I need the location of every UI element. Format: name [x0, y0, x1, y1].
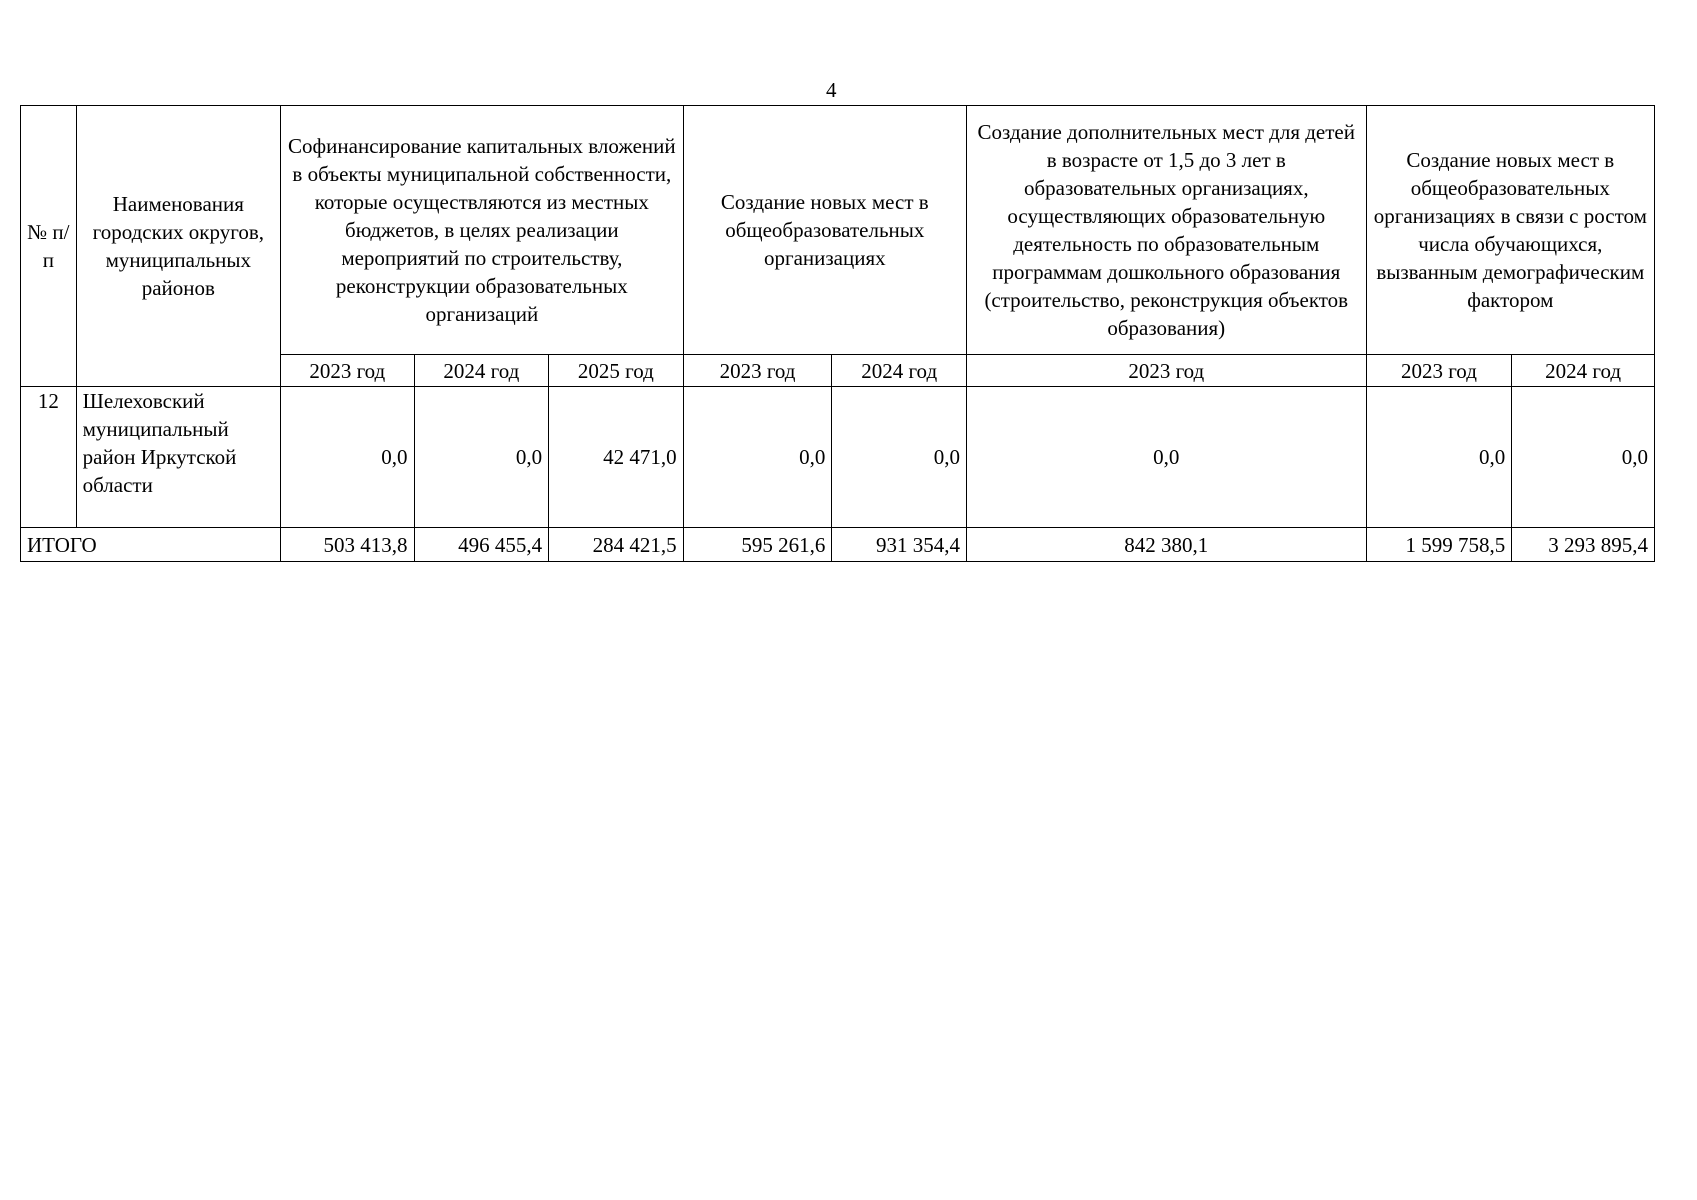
header-row: [21, 106, 1655, 355]
year-header: 2025 год: [549, 355, 684, 387]
year-header: 2023 год: [1366, 355, 1512, 387]
row-number: 12: [21, 387, 77, 528]
row-value: 0,0: [414, 387, 549, 528]
row-value: 0,0: [281, 387, 415, 528]
total-value: 931 354,4: [832, 528, 967, 562]
header-number: № п/п: [21, 106, 77, 387]
header-preschool-places: Создание дополнительных мест для детей в возрасте от 1,5 до 3 лет в образовательных организациях, осуществляющих образовательную деятельность по образовательным программам дошкольного образования (строительство, реконструкция объектов образования): [966, 106, 1366, 355]
row-value: 0,0: [1366, 387, 1512, 528]
total-value: 496 455,4: [414, 528, 549, 562]
row-value: 0,0: [832, 387, 967, 528]
row-value: 42 471,0: [549, 387, 684, 528]
header-demographic-places: Создание новых мест в общеобразовательных организациях в связи с ростом числа обучающихся, вызванным демографическим фактором: [1366, 106, 1654, 355]
row-value: 0,0: [966, 387, 1366, 528]
header-name: Наименования городских округов, муниципальных районов: [76, 106, 280, 387]
total-value: 284 421,5: [549, 528, 684, 562]
header-new-school-places: Создание новых мест в общеобразовательных организациях: [683, 106, 966, 355]
total-value: 503 413,8: [281, 528, 415, 562]
header-cofinancing: Софинансирование капитальных вложений в объекты муниципальной собственности, которые осуществляются из местных бюджетов, в целях реализации мероприятий по строительству, реконструкции образовательных организаций: [281, 106, 684, 355]
total-row: [21, 528, 1655, 562]
total-value: 3 293 895,4: [1512, 528, 1655, 562]
year-header: 2024 год: [832, 355, 967, 387]
total-value: 595 261,6: [683, 528, 832, 562]
page-number: 4: [826, 78, 837, 102]
year-header: 2023 год: [281, 355, 415, 387]
total-label: ИТОГО: [21, 528, 281, 562]
row-value: 0,0: [683, 387, 832, 528]
budget-table: [20, 105, 1655, 562]
row-value: 0,0: [1512, 387, 1655, 528]
year-header: 2023 год: [966, 355, 1366, 387]
total-value: 1 599 758,5: [1366, 528, 1512, 562]
total-value: 842 380,1: [966, 528, 1366, 562]
row-name: Шелеховский муниципальный район Иркутской области: [76, 387, 280, 528]
year-header: 2024 год: [1512, 355, 1655, 387]
year-header: 2023 год: [683, 355, 832, 387]
year-header: 2024 год: [414, 355, 549, 387]
table-row: [21, 387, 1655, 528]
